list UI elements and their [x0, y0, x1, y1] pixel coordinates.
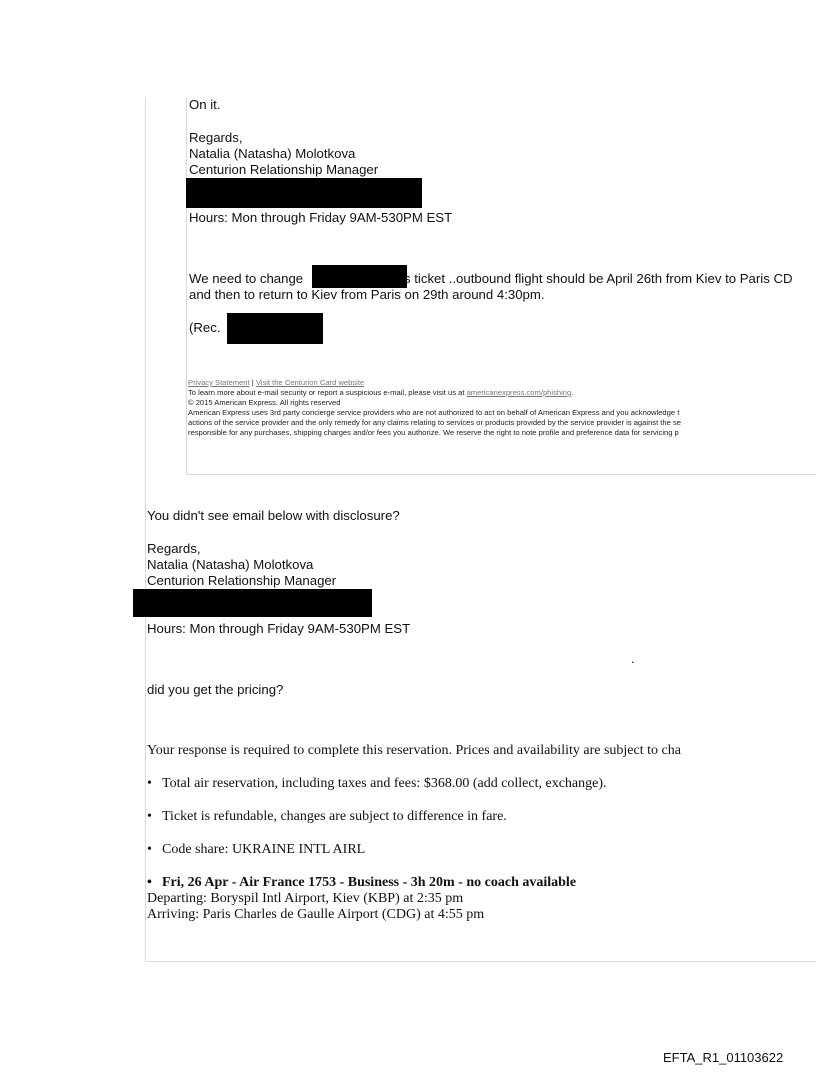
- bullet-total-fare: Total air reservation, including taxes and fees: $368.00 (add collect, exchange).: [162, 776, 607, 791]
- reply-question: You didn't see email below with disclosure?: [147, 508, 400, 523]
- privacy-statement-link[interactable]: Privacy Statement: [188, 378, 250, 387]
- disclaimer-line-1: American Express uses 3rd party concierge service providers who are not authorized to act on behalf of American Express and you acknowledge t: [188, 408, 680, 417]
- bullet-code-share: Code share: UKRAINE INTL AIRL: [162, 842, 366, 857]
- quoted-sender-name: Natalia (Natasha) Molotkova: [189, 146, 356, 161]
- redaction-record-locator: [227, 313, 323, 344]
- quoted-sender-title: Centurion Relationship Manager: [189, 162, 379, 177]
- reply-hours: Hours: Mon through Friday 9AM-530PM EST: [147, 621, 411, 636]
- disclaimer-line-3: responsible for any purchases, shipping charges and/or fees you authorize. We reserve the right to note profile and preference data for servicing p: [188, 428, 679, 437]
- redaction-phone-reply: [133, 589, 372, 617]
- quoted-regards: Regards,: [189, 130, 243, 145]
- flight-departing: Departing: Boryspil Intl Airport, Kiev (KBP) at 2:35 pm: [147, 891, 464, 906]
- reply-block-bottom-border: [145, 961, 816, 962]
- pricing-question: did you get the pricing?: [147, 682, 284, 697]
- quoted-block-bottom-border: [186, 474, 816, 475]
- reply-block-left-border: [145, 98, 146, 962]
- centurion-website-link[interactable]: Visit the Centurion Card website: [255, 378, 365, 387]
- phishing-link[interactable]: americanexpress.com/phishing: [466, 388, 572, 397]
- bullet-marker: •: [147, 776, 152, 791]
- quoted-hours: Hours: Mon through Friday 9AM-530PM EST: [189, 210, 453, 225]
- security-end: .: [571, 388, 574, 397]
- bullet-marker: •: [147, 875, 152, 890]
- rec-label: (Rec.: [189, 320, 221, 335]
- reply-sender-title: Centurion Relationship Manager: [147, 573, 337, 588]
- quoted-block-left-border: [186, 98, 187, 474]
- page-stamp: EFTA_R1_01103622: [663, 1050, 784, 1065]
- copyright-text: © 2015 American Express. All rights reserved: [188, 398, 341, 407]
- redaction-phone-quoted: [186, 178, 422, 208]
- reservation-intro: Your response is required to complete this reservation. Prices and availability are subject to cha: [147, 743, 681, 758]
- footer-link-separator: |: [249, 378, 256, 387]
- bullet-marker: •: [147, 809, 152, 824]
- bullet-marker: •: [147, 842, 152, 857]
- redaction-passenger-name: [312, 265, 407, 288]
- disclaimer-line-2: actions of the service provider and the only remedy for any claims relating to services or products provided by the service provider is against the se: [188, 418, 681, 427]
- change-request-rest: s ticket ..outbound flight should be April 26th from Kiev to Paris CD: [404, 271, 793, 286]
- reply-sender-name: Natalia (Natasha) Molotkova: [147, 557, 314, 572]
- reply-regards: Regards,: [147, 541, 201, 556]
- flight-arriving: Arriving: Paris Charles de Gaulle Airport (CDG) at 4:55 pm: [147, 907, 485, 922]
- flight-heading: Fri, 26 Apr - Air France 1753 - Business - 3h 20m - no coach available: [162, 875, 577, 890]
- change-request-start: We need to change: [189, 271, 304, 286]
- quoted-on-it: On it.: [189, 97, 221, 112]
- security-text: To learn more about e-mail security or report a suspicious e-mail, please visit us at: [188, 388, 467, 397]
- email-security-notice: [188, 388, 573, 397]
- stray-dot: .: [631, 651, 635, 666]
- change-request-line2: and then to return to Kiev from Paris on 29th around 4:30pm.: [189, 287, 545, 302]
- email-footer-links: [188, 378, 364, 387]
- bullet-refundable: Ticket is refundable, changes are subject to difference in fare.: [162, 809, 507, 824]
